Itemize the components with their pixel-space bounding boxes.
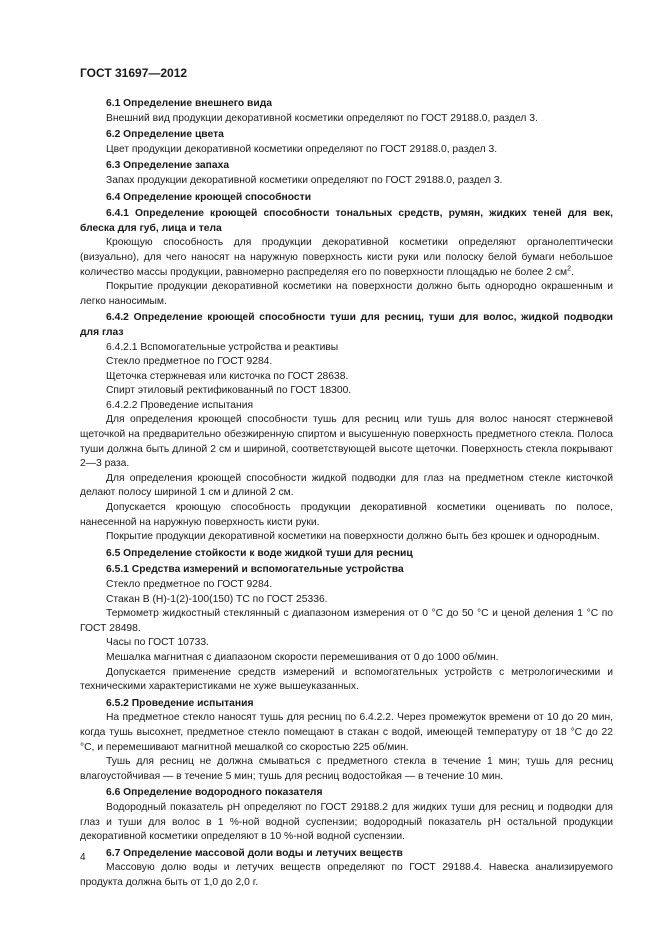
paragraph: Водородный показатель pH определяют по ГОСТ 29188.2 для жидких туши для ресниц и подводки для глаз и туши для волос в 1 %-ной водной суспензии; водородный показатель pH остальной продукции декоративной косметики определяют в 10 %-ной водной суспензии. [80,801,613,843]
superscript: 2 [567,265,572,273]
paragraph: Мешалка магнитная с диапазоном скорости перемешивания от 0 до 1000 об/мин. [106,651,499,663]
paragraph: Стекло предметное по ГОСТ 9284. [106,356,273,368]
page-header-doc-id: ГОСТ 31697—2012 [80,66,188,80]
paragraph: Спирт этиловый ректификованный по ГОСТ 18300. [106,385,352,397]
page-number: 4 [80,852,86,863]
paragraph: Массовую долю воды и летучих веществ определяют по ГОСТ 29188.4. Навеска анализируемого продукта должна быть от 1,0 до 2,0 г. [80,862,613,888]
section-heading: 6.4.2 Определение кроющей способности туши для ресниц, туши для волос, жидкой подводки для глаз [80,312,613,338]
paragraph: Щеточка стержневая или кисточка по ГОСТ 28638. [106,370,349,382]
section-heading: 6.3 Определение запаха [106,160,230,172]
paragraph: Запах продукции декоративной косметики определяют по ГОСТ 29188.0, раздел 3. [106,174,503,186]
paragraph: Для определения кроющей способности тушь для ресниц или тушь для волос наносят стержневой щеточкой на предварительно обезжиренную спиртом и высушенную поверхность предметного стекла. Полоса туши должна быть длиной 2 см и шириной, соответствующей высоте щеточки. Поверхность стекла покрывают 2—3 раза. [80,414,613,470]
section-heading: 6.5.2 Проведение испытания [106,697,254,709]
paragraph [80,236,613,280]
section-heading: 6.7 Определение массовой доли воды и летучих веществ [106,847,403,859]
paragraph: Допускается применение средств измерений и вспомогательных устройств с метрологическими и техническими характеристиками не хуже вышеуказанных. [80,666,613,693]
section-heading: 6.4.1 Определение кроющей способности тональных средств, румян, жидких теней для век, блеска для губ, лица и тела [80,208,613,234]
section-heading: 6.5.1 Средства измерений и вспомогательные устройства [106,564,404,576]
section-heading: 6.5 Определение стойкости к воде жидкой туши для ресниц [106,547,413,559]
paragraph: Покрытие продукции декоративной косметики на поверхности должно быть однородно окрашенным и легко наносимым. [80,281,613,307]
paragraph: 6.4.2.1 Вспомогательные устройства и реактивы [106,341,339,353]
section-heading: 6.4 Определение кроющей способности [106,191,312,203]
paragraph: Допускается кроющую способность продукции декоративной косметики оценивать по полосе, нанесенной на наружную поверхность кисти руки. [80,502,613,528]
paragraph: На предметное стекло наносят тушь для ресниц по 6.4.2.2. Через промежуток времени от 10 до 20 мин, когда тушь высохнет, предметное стекло помещают в стакан с водой, имеющей температуру от 18 °С до 22 °С, и перемешивают магнитной мешалкой со скоростью 225 об/мин. [80,712,613,753]
paragraph: 6.4.2.2 Проведение испытания [106,399,254,411]
paragraph: Термометр жидкостный стеклянный с диапазоном измерения от 0 °С до 50 °С и ценой деления 1 °С по ГОСТ 28498. [80,608,613,634]
page-content [80,95,613,890]
section-heading: 6.2 Определение цвета [106,129,224,141]
paragraph-tail: . [571,266,574,278]
paragraph-text: Кроющую способность для продукции декоративной косметики определяют органолептически (визуально), для чего наносят на наружную поверхность кисти руки или полоску белой бумаги небольшое количество массы продукции, равномерно распределяя его по поверхности площадью не более 2 см [80,237,613,278]
paragraph: Стакан В (Н)-1(2)-100(150) ТС по ГОСТ 25336. [106,593,328,605]
paragraph: Стекло предметное по ГОСТ 9284. [106,579,273,590]
paragraph: Тушь для ресниц не должна смываться с предметного стекла в течение 1 мин; тушь для ресниц влагоустойчивая — в течение 5 мин; тушь для ресниц водостойкая — в течение 10 мин. [80,756,613,782]
paragraph: Часы по ГОСТ 10733. [106,637,209,649]
paragraph: Покрытие продукции декоративной косметики на поверхности должно быть без крошек и однородным. [106,531,600,543]
paragraph: Внешний вид продукции декоративной косметики определяют по ГОСТ 29188.0, раздел 3. [106,112,538,124]
section-heading: 6.1 Определение внешнего вида [106,98,272,109]
paragraph: Для определения кроющей способности жидкой подводки для глаз на предметном стекле кисточкой делают полосу шириной 1 см и длиной 2 см. [80,472,613,499]
section-heading: 6.6 Определение водородного показателя [106,787,323,799]
paragraph: Цвет продукции декоративной косметики определяют по ГОСТ 29188.0, раздел 3. [106,143,498,155]
